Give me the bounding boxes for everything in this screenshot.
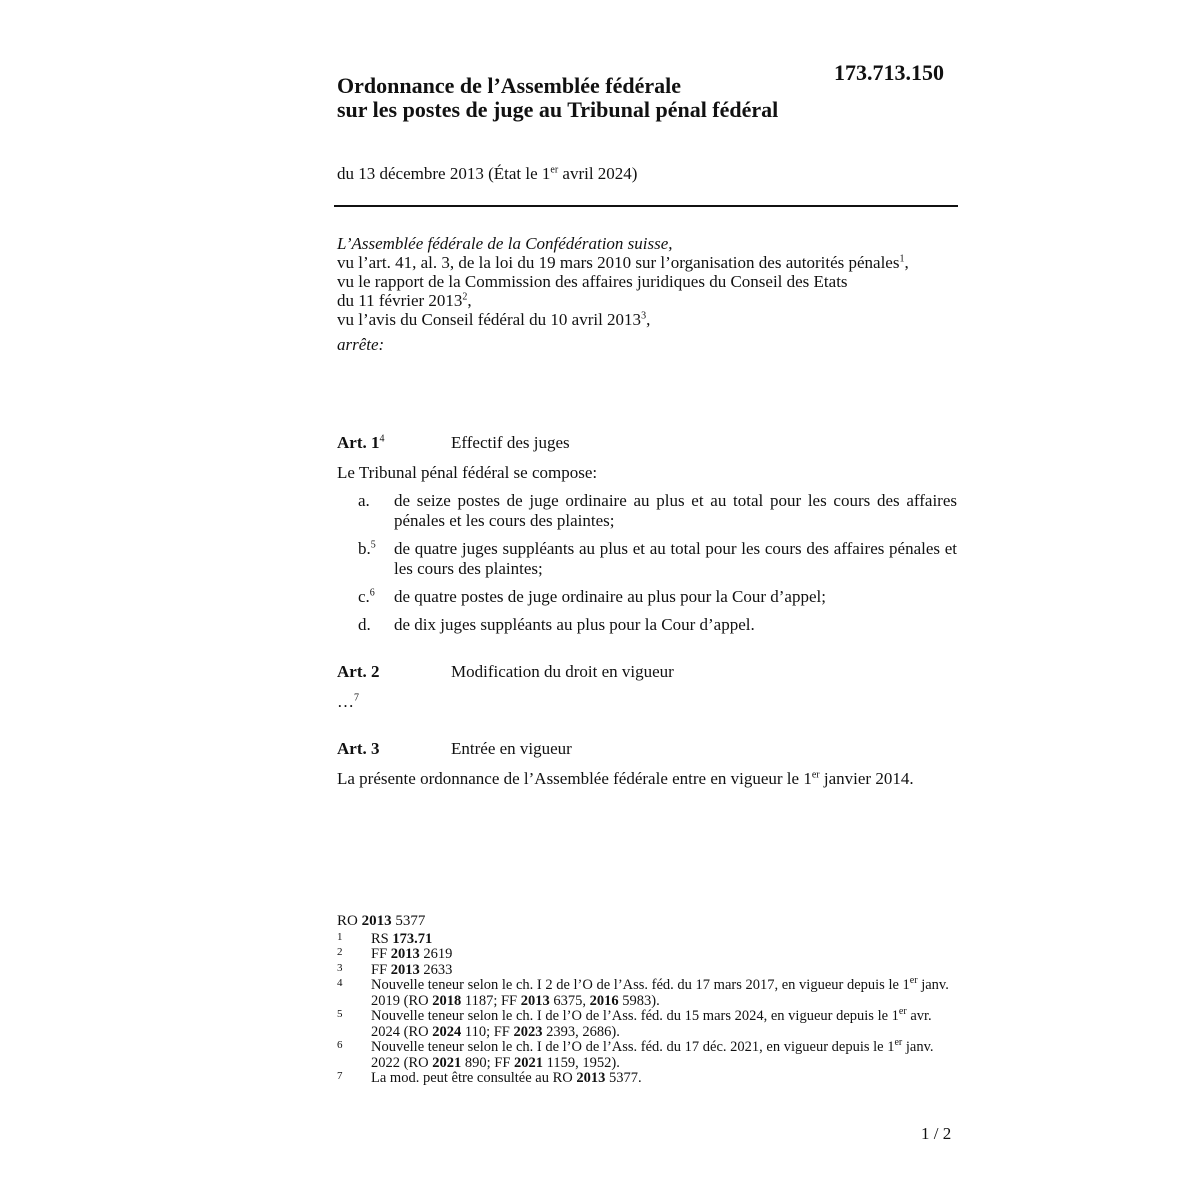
footnote-text: 5983). (618, 992, 660, 1009)
ro-year: 2013 (361, 913, 392, 929)
date-prefix: du 13 décembre 2013 (État le 1 (337, 164, 551, 183)
footnote-number: 7 (337, 1070, 343, 1082)
date-suffix: avril 2024) (558, 164, 638, 183)
footnote-ref-6[interactable]: 6 (369, 587, 375, 599)
footnote-ref-7[interactable]: 7 (354, 692, 359, 704)
article-1-item-c (337, 587, 957, 607)
footnote-ref-4[interactable]: 4 (379, 433, 385, 445)
preamble-line-3-end: , (467, 291, 472, 310)
article-2-body (337, 692, 957, 712)
footnote-text: 2619 (419, 946, 453, 962)
preamble-decree: arrête: (337, 335, 385, 354)
footnote-text: 1159, 1952). (543, 1054, 620, 1071)
footnote-text: 6375, (549, 992, 590, 1009)
footnote-text: Nouvelle teneur selon le ch. I de l’O de l’Ass. féd. du 15 mars 2024, en vigueur depuis le 1 (371, 1008, 899, 1024)
footnote-text: La mod. peut être consultée au RO (371, 1070, 577, 1086)
article-3-superscript: er (811, 769, 820, 781)
footnote-bold: 2018 (432, 992, 462, 1009)
footnote-5 (337, 1006, 957, 1040)
footnote-text: FF (371, 961, 391, 978)
article-1-item-d (337, 615, 957, 635)
footnote-bold: 2016 (589, 992, 619, 1009)
article-3 (337, 739, 957, 789)
footnote-number: 1 (337, 930, 343, 943)
footnotes (337, 914, 957, 1087)
article-2-title: Modification du droit en vigueur (451, 662, 674, 681)
article-1-number-text: Art. 1 (337, 433, 380, 452)
footnote-sup: er (894, 1037, 903, 1049)
footnote-text: 110; FF (461, 1023, 514, 1040)
item-label (358, 587, 375, 607)
preamble-line-1-text: vu l’art. 41, al. 3, de la loi du 19 mars 2010 sur l’organisation des autorités pénales (337, 253, 900, 272)
footnote-text: janv. 2022 (RO (371, 1039, 934, 1071)
item-label (358, 539, 376, 559)
footnote-ro-reference (337, 914, 957, 930)
item-label (358, 491, 370, 511)
article-3-body-prefix: La présente ordonnance de l’Assemblée fédérale entre en vigueur le 1 (337, 769, 812, 788)
preamble-line-4-end: , (646, 310, 651, 329)
date-superscript: er (550, 164, 559, 176)
preamble (337, 234, 957, 354)
preamble-authority: L’Assemblée fédérale de la Confédération suisse, (337, 234, 673, 253)
item-letter: c. (358, 587, 370, 606)
article-3-body-suffix: janvier 2014. (819, 769, 914, 788)
footnote-number: 3 (337, 961, 343, 974)
preamble-line-4 (337, 310, 957, 329)
footnote-sup: er (909, 975, 918, 987)
footnote-bold: 2023 (513, 1023, 543, 1040)
preamble-line-3 (337, 291, 957, 310)
item-letter: d. (358, 615, 371, 634)
item-text: de quatre juges suppléants au plus et au total pour les cours des affaires pénales et les cours des plaintes; (394, 539, 957, 578)
footnote-7 (337, 1071, 957, 1087)
footnote-text: 1187; FF (461, 992, 521, 1009)
page-number: 1 / 2 (921, 1124, 952, 1143)
preamble-line-1 (337, 253, 957, 272)
article-3-body (337, 769, 957, 789)
item-letter: b. (358, 539, 371, 558)
document-title (337, 74, 778, 122)
footnote-bold: 2013 (390, 961, 420, 978)
item-letter: a. (358, 491, 370, 510)
footnote-number: 2 (337, 946, 343, 958)
footnote-bold: 173.71 (392, 930, 433, 947)
footnote-2 (337, 947, 957, 963)
footnote-number: 5 (337, 1008, 343, 1020)
footnote-ref-1[interactable]: 1 (899, 253, 905, 265)
footnote-bold: 2021 (514, 1054, 544, 1071)
sr-number: 173.713.150 (834, 60, 944, 85)
footnote-number: 4 (337, 977, 343, 989)
footnote-ref-5[interactable]: 5 (370, 539, 376, 551)
footnote-text: 5377. (605, 1070, 642, 1086)
document-date (337, 164, 637, 184)
article-1-number (337, 433, 384, 453)
article-1-item-a (337, 491, 957, 531)
footnote-1 (337, 932, 957, 948)
header-divider (334, 205, 958, 207)
title-line-1: Ordonnance de l’Assemblée fédérale (337, 73, 681, 98)
article-1-item-b (337, 539, 957, 579)
footnote-text: avr. 2024 (RO (371, 1008, 932, 1040)
preamble-line-1-end: , (904, 253, 909, 272)
footnote-text: RS (371, 930, 393, 947)
footnote-text: Nouvelle teneur selon le ch. I 2 de l’O de l’Ass. féd. du 17 mars 2017, en vigueur depuis le 1 (371, 977, 910, 993)
article-2-number: Art. 2 (337, 662, 380, 681)
article-2 (337, 662, 957, 712)
article-2-ellipsis: … (337, 692, 354, 711)
item-text: de quatre postes de juge ordinaire au plus pour la Cour d’appel; (394, 587, 826, 606)
footnote-bold: 2013 (576, 1070, 606, 1086)
article-1 (337, 433, 957, 635)
article-3-number: Art. 3 (337, 739, 380, 758)
footnote-text: 2633 (419, 961, 453, 978)
article-1-heading (337, 433, 957, 455)
footnote-text: Nouvelle teneur selon le ch. I de l’O de l’Ass. féd. du 17 déc. 2021, en vigueur depuis le 1 (371, 1039, 895, 1055)
preamble-line-3-text: du 11 février 2013 (337, 291, 463, 310)
footnote-bold: 2013 (390, 946, 420, 962)
ro-prefix: RO (337, 913, 362, 929)
footnote-4 (337, 975, 957, 1009)
article-1-title: Effectif des juges (451, 433, 570, 452)
article-1-intro: Le Tribunal pénal fédéral se compose: (337, 463, 598, 482)
footnote-number: 6 (337, 1039, 343, 1051)
footnote-text: 2393, 2686). (542, 1023, 620, 1040)
footnote-bold: 2021 (432, 1054, 462, 1071)
footnote-text: 890; FF (461, 1054, 515, 1071)
article-2-heading (337, 662, 957, 684)
item-label (358, 615, 371, 635)
item-text: de seize postes de juge ordinaire au plus et au total pour les cours des affaires pénales et les cours des plaintes; (394, 491, 957, 530)
footnote-ref-3[interactable]: 3 (641, 310, 647, 322)
footnote-text: FF (371, 946, 391, 962)
ro-page: 5377 (391, 913, 426, 929)
item-text: de dix juges suppléants au plus pour la Cour d’appel. (394, 615, 755, 634)
article-3-heading (337, 739, 957, 761)
footnote-bold: 2013 (520, 992, 550, 1009)
preamble-line-4-text: vu l’avis du Conseil fédéral du 10 avril 2013 (337, 310, 642, 329)
footnote-3 (337, 963, 957, 979)
footnote-ref-2[interactable]: 2 (462, 291, 468, 303)
footnote-sup: er (898, 1006, 907, 1018)
footnote-6 (337, 1037, 957, 1071)
preamble-line-2: vu le rapport de la Commission des affaires juridiques du Conseil des Etats (337, 272, 848, 291)
title-line-2: sur les postes de juge au Tribunal pénal fédéral (337, 97, 779, 122)
article-3-title: Entrée en vigueur (451, 739, 572, 758)
footnote-bold: 2024 (432, 1023, 462, 1040)
footnote-text: janv. 2019 (RO (371, 977, 949, 1009)
